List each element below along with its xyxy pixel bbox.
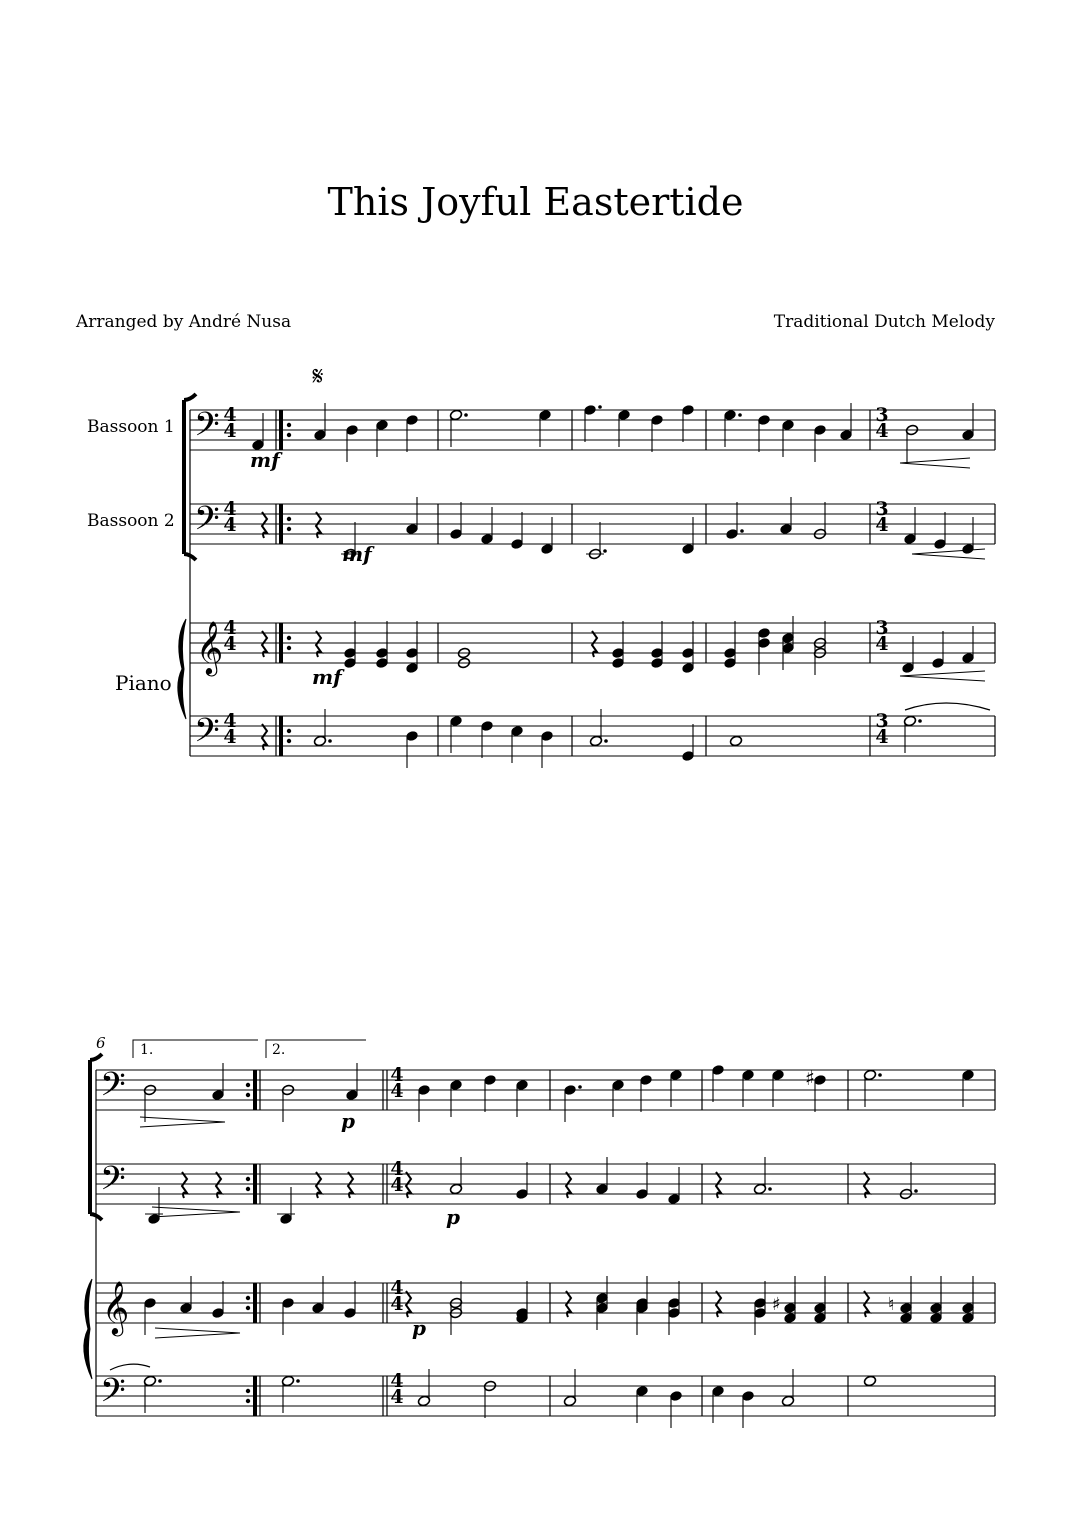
natural-icon: ♮ <box>888 1294 895 1315</box>
repeat-dot <box>246 1296 250 1300</box>
bass-clef-icon: 𝄢 <box>100 1372 126 1418</box>
staff-notation <box>84 394 995 1428</box>
instrument-label-bassoon-1: Bassoon 1 <box>87 417 175 437</box>
volta-1-label: 1. <box>140 1042 154 1058</box>
dynamic-mf: mf <box>312 665 342 689</box>
repeat-dot <box>287 527 291 531</box>
time-signature-bottom: 4 <box>223 420 237 442</box>
composer-credit: Traditional Dutch Melody <box>773 312 995 332</box>
dot <box>296 1379 300 1383</box>
instrument-label-bassoon-2: Bassoon 2 <box>87 511 175 531</box>
time-signature-bottom: 4 <box>390 1080 404 1102</box>
repeat-dot <box>246 1399 250 1403</box>
dynamic-mf: mf <box>342 542 372 566</box>
dot <box>914 1189 918 1193</box>
repeat-dot <box>246 1083 250 1087</box>
crescendo <box>900 458 970 463</box>
dot <box>464 413 468 417</box>
time-signature-top: 3 <box>875 498 889 520</box>
dot <box>603 549 607 553</box>
time-signature-bottom: 4 <box>223 726 237 748</box>
time-signature-top: 4 <box>223 710 237 732</box>
time-signature-top: 4 <box>223 498 237 520</box>
dynamic-p: p <box>446 1205 460 1229</box>
time-signature-bottom: 4 <box>875 420 889 442</box>
arranger-credit: Arranged by André Nusa <box>76 312 292 332</box>
dot <box>604 739 608 743</box>
repeat-dot <box>246 1187 250 1191</box>
dot <box>740 529 744 533</box>
dot <box>918 719 922 723</box>
crescendo <box>912 549 985 554</box>
dot <box>768 1187 772 1191</box>
time-signature-top: 4 <box>390 1277 404 1299</box>
treble-clef-icon: 𝄞 <box>102 1280 130 1334</box>
dot <box>878 1073 882 1077</box>
decrescendo <box>152 1212 240 1217</box>
dynamic-p: p <box>341 1109 355 1133</box>
time-signature-bottom: 4 <box>390 1386 404 1408</box>
repeat-dot <box>287 636 291 640</box>
time-signature-bottom: 4 <box>875 726 889 748</box>
dynamic-mf: mf <box>250 448 280 472</box>
dot <box>158 1379 162 1383</box>
time-signature-top: 4 <box>223 404 237 426</box>
segno-icon: 𝄋 <box>312 362 324 392</box>
score-title: This Joyful Eastertide <box>327 180 744 224</box>
time-signature-bottom: 4 <box>875 633 889 655</box>
time-signature-top: 4 <box>390 1370 404 1392</box>
bass-clef-icon: 𝄢 <box>194 406 220 452</box>
bass-clef-icon: 𝄢 <box>194 712 220 758</box>
time-signature-top: 3 <box>875 404 889 426</box>
bass-clef-icon: 𝄢 <box>100 1160 126 1206</box>
time-signature-bottom: 4 <box>875 514 889 536</box>
repeat-dot <box>287 739 291 743</box>
time-signature-bottom: 4 <box>390 1174 404 1196</box>
crescendo <box>900 463 970 468</box>
brace <box>84 1279 92 1379</box>
tie <box>905 703 990 710</box>
decrescendo <box>155 1328 240 1333</box>
decrescendo <box>140 1117 225 1122</box>
time-signature-bottom: 4 <box>390 1293 404 1315</box>
instrument-label-piano: Piano <box>115 671 172 695</box>
notehead <box>863 1375 876 1387</box>
decrescendo <box>155 1333 240 1338</box>
repeat-dot <box>287 423 291 427</box>
sharp-icon: ♯ <box>772 1294 781 1315</box>
repeat-dot <box>246 1093 250 1097</box>
repeat-dot <box>287 433 291 437</box>
measure-number: 6 <box>96 1034 106 1052</box>
tie <box>110 1364 150 1370</box>
crescendo <box>900 676 985 681</box>
bass-clef-icon: 𝄢 <box>194 500 220 546</box>
dot <box>578 1085 582 1089</box>
decrescendo <box>140 1122 225 1127</box>
time-signature-top: 3 <box>875 617 889 639</box>
crescendo <box>912 554 985 559</box>
dynamic-p: p <box>412 1316 426 1340</box>
time-signature-top: 4 <box>223 617 237 639</box>
repeat-dot <box>246 1306 250 1310</box>
repeat-dot <box>287 729 291 733</box>
time-signature-bottom: 4 <box>223 514 237 536</box>
time-signature-top: 3 <box>875 710 889 732</box>
bass-clef-icon: 𝄢 <box>100 1066 126 1112</box>
brace <box>178 619 186 719</box>
time-signature-top: 4 <box>390 1064 404 1086</box>
treble-clef-icon: 𝄞 <box>196 620 224 674</box>
repeat-dot <box>287 646 291 650</box>
decrescendo <box>152 1207 240 1212</box>
time-signature-top: 4 <box>390 1158 404 1180</box>
repeat-dot <box>287 517 291 521</box>
sharp-icon: ♯ <box>805 1066 815 1090</box>
crescendo <box>900 671 985 676</box>
time-signature-bottom: 4 <box>223 633 237 655</box>
notehead <box>729 735 742 747</box>
dot <box>328 739 332 743</box>
repeat-dot <box>246 1389 250 1393</box>
dot <box>598 405 602 409</box>
volta-2-label: 2. <box>272 1042 286 1058</box>
dot <box>738 413 742 417</box>
repeat-dot <box>246 1177 250 1181</box>
